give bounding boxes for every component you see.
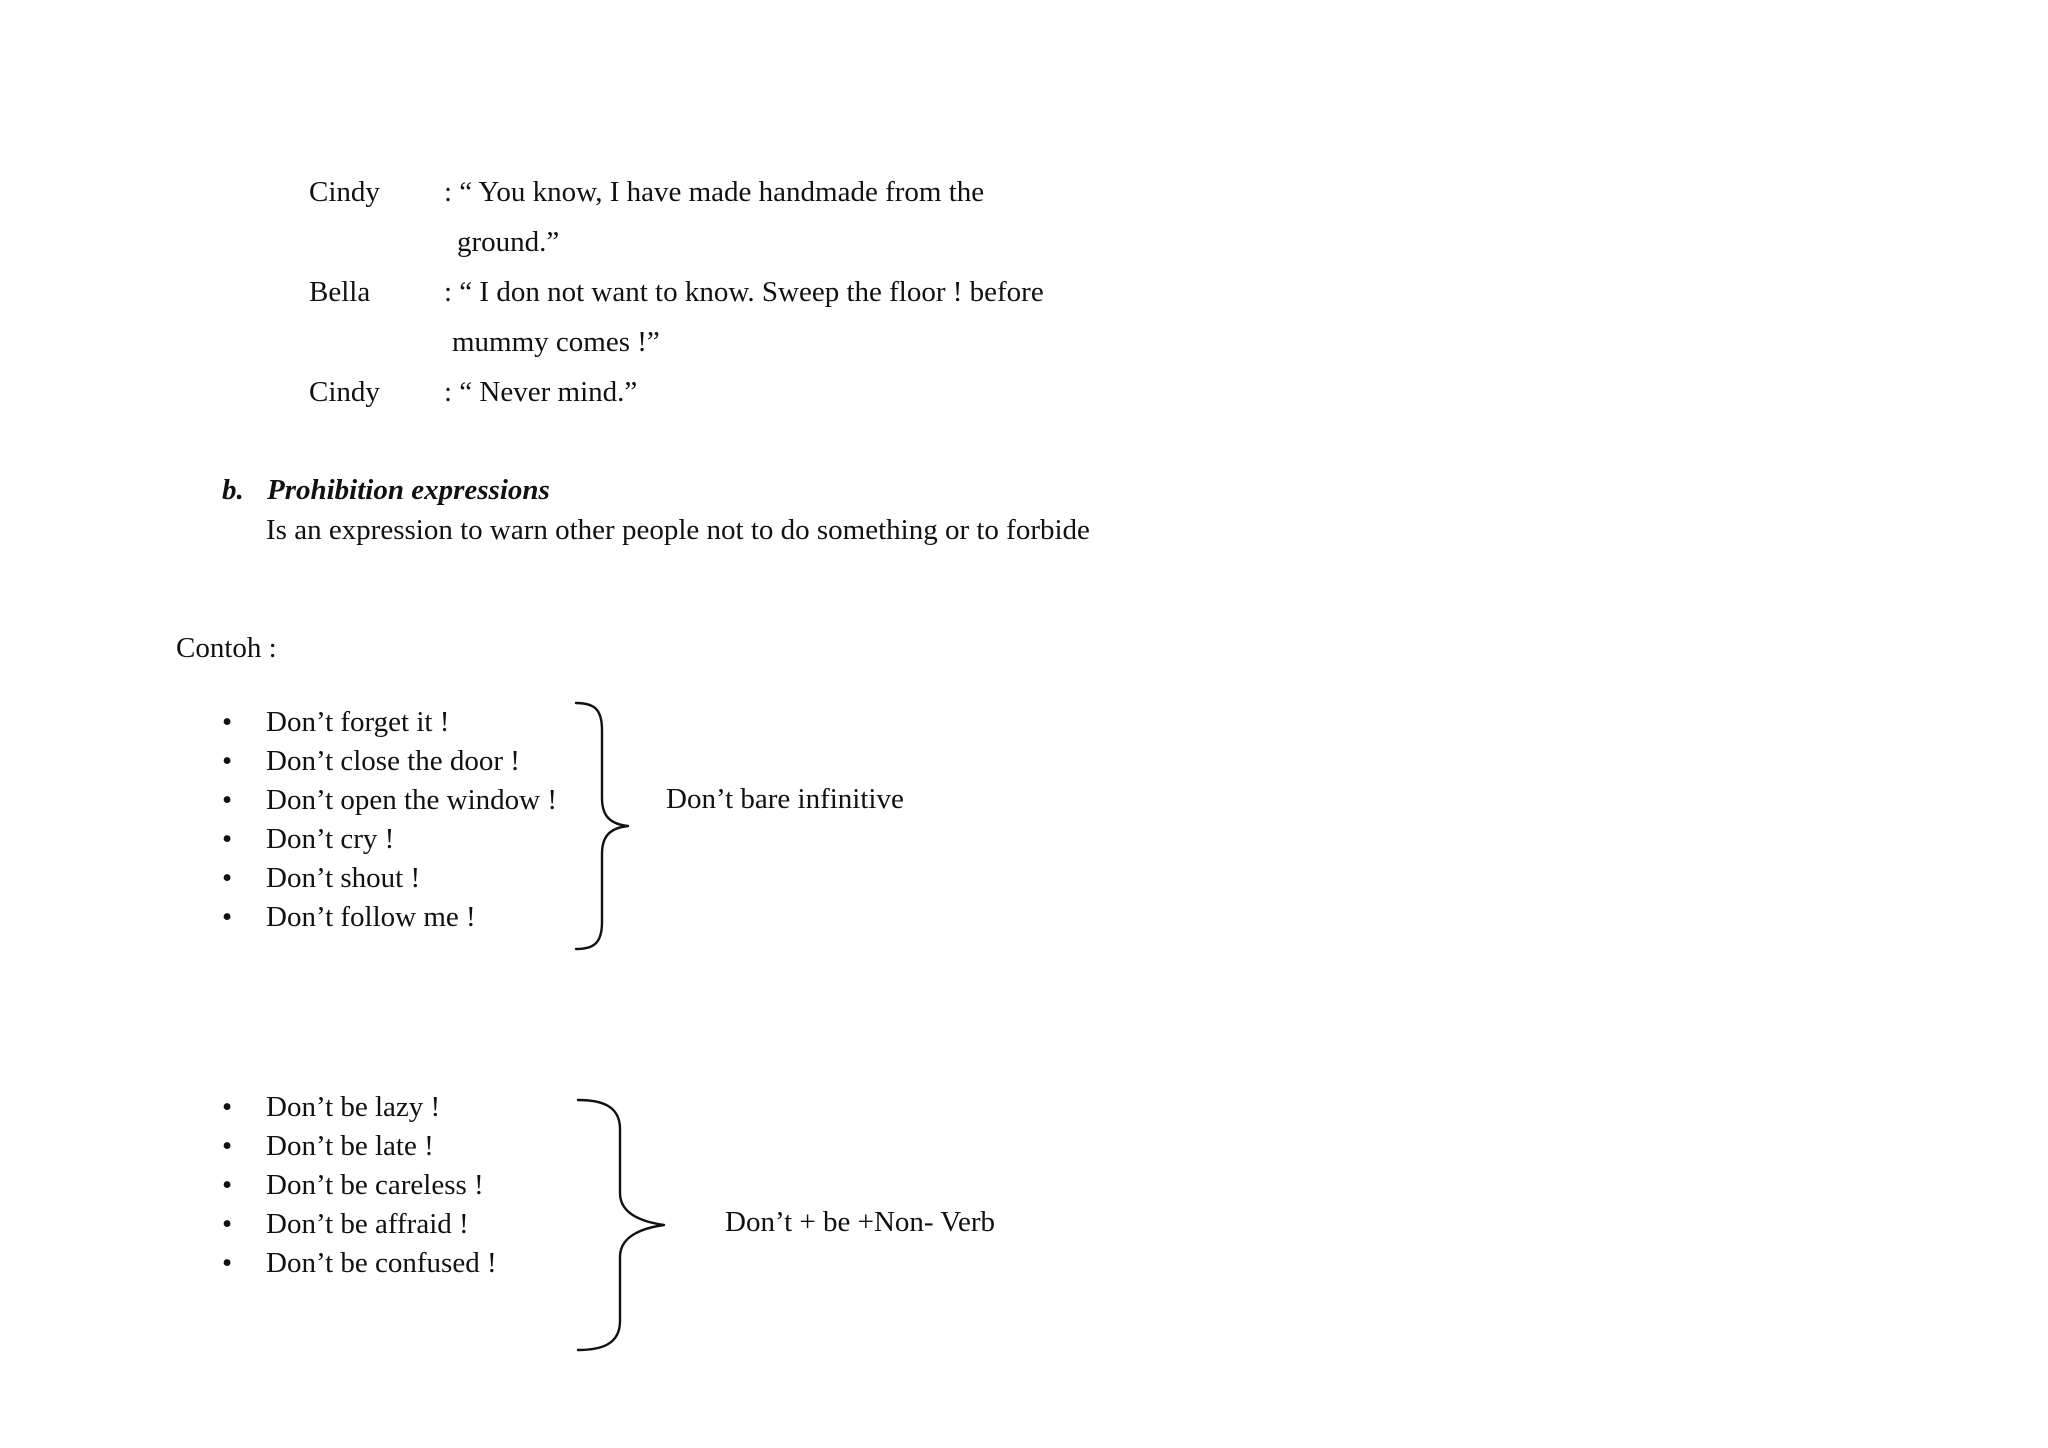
bullet-icon: • xyxy=(222,1208,233,1240)
list-item-text: Don’t close the door ! xyxy=(266,745,520,777)
bullet-icon: • xyxy=(222,862,233,894)
right-curly-brace-icon xyxy=(572,1097,666,1353)
speaker-name: Bella xyxy=(309,276,371,308)
example-list-be-non-verb xyxy=(222,1088,497,1283)
bullet-icon: • xyxy=(222,745,233,777)
dialogue-line: : “ You know, I have made handmade from the xyxy=(444,176,985,208)
bullet-icon: • xyxy=(222,1169,233,1201)
list-item-text: Don’t be affraid ! xyxy=(266,1208,469,1240)
list-item xyxy=(222,1166,497,1205)
example-list-bare-infinitive xyxy=(222,703,557,937)
list-item xyxy=(222,859,557,898)
right-curly-brace-icon xyxy=(570,700,630,952)
section-heading xyxy=(222,476,550,505)
bullet-icon: • xyxy=(222,901,233,933)
list-item-text: Don’t cry ! xyxy=(266,823,395,855)
bullet-icon: • xyxy=(222,784,233,816)
rule-label-bare-infinitive: Don’t bare infinitive xyxy=(666,783,904,815)
list-item-text: Don’t forget it ! xyxy=(266,706,450,738)
list-item-text: Don’t be lazy ! xyxy=(266,1091,441,1123)
dialogue-line-continued: ground.” xyxy=(457,226,560,258)
bullet-icon: • xyxy=(222,1247,233,1279)
section-definition: Is an expression to warn other people not to do something or to forbide xyxy=(266,514,1090,546)
dialogue-line: : “ I don not want to know. Sweep the floor ! before xyxy=(444,276,1044,308)
list-item xyxy=(222,742,557,781)
speaker-name: Cindy xyxy=(309,376,380,408)
example-label: Contoh : xyxy=(176,632,277,664)
list-item-text: Don’t open the window ! xyxy=(266,784,558,816)
bullet-icon: • xyxy=(222,706,233,738)
section-title: Prohibition expressions xyxy=(267,474,550,506)
list-item-text: Don’t shout ! xyxy=(266,862,421,894)
bullet-icon: • xyxy=(222,823,233,855)
list-item-text: Don’t be late ! xyxy=(266,1130,434,1162)
list-item xyxy=(222,781,557,820)
list-item xyxy=(222,1205,497,1244)
list-item-text: Don’t be confused ! xyxy=(266,1247,497,1279)
section-marker: b. xyxy=(222,474,244,506)
rule-label-be-non-verb: Don’t + be +Non- Verb xyxy=(725,1206,996,1238)
list-item xyxy=(222,703,557,742)
list-item xyxy=(222,1088,497,1127)
list-item xyxy=(222,820,557,859)
speaker-name: Cindy xyxy=(309,176,380,208)
list-item xyxy=(222,1244,497,1283)
dialogue-line-continued: mummy comes !” xyxy=(452,326,660,358)
list-item-text: Don’t follow me ! xyxy=(266,901,476,933)
dialogue-line: : “ Never mind.” xyxy=(444,376,638,408)
list-item xyxy=(222,898,557,937)
bullet-icon: • xyxy=(222,1130,233,1162)
bullet-icon: • xyxy=(222,1091,233,1123)
list-item-text: Don’t be careless ! xyxy=(266,1169,484,1201)
list-item xyxy=(222,1127,497,1166)
